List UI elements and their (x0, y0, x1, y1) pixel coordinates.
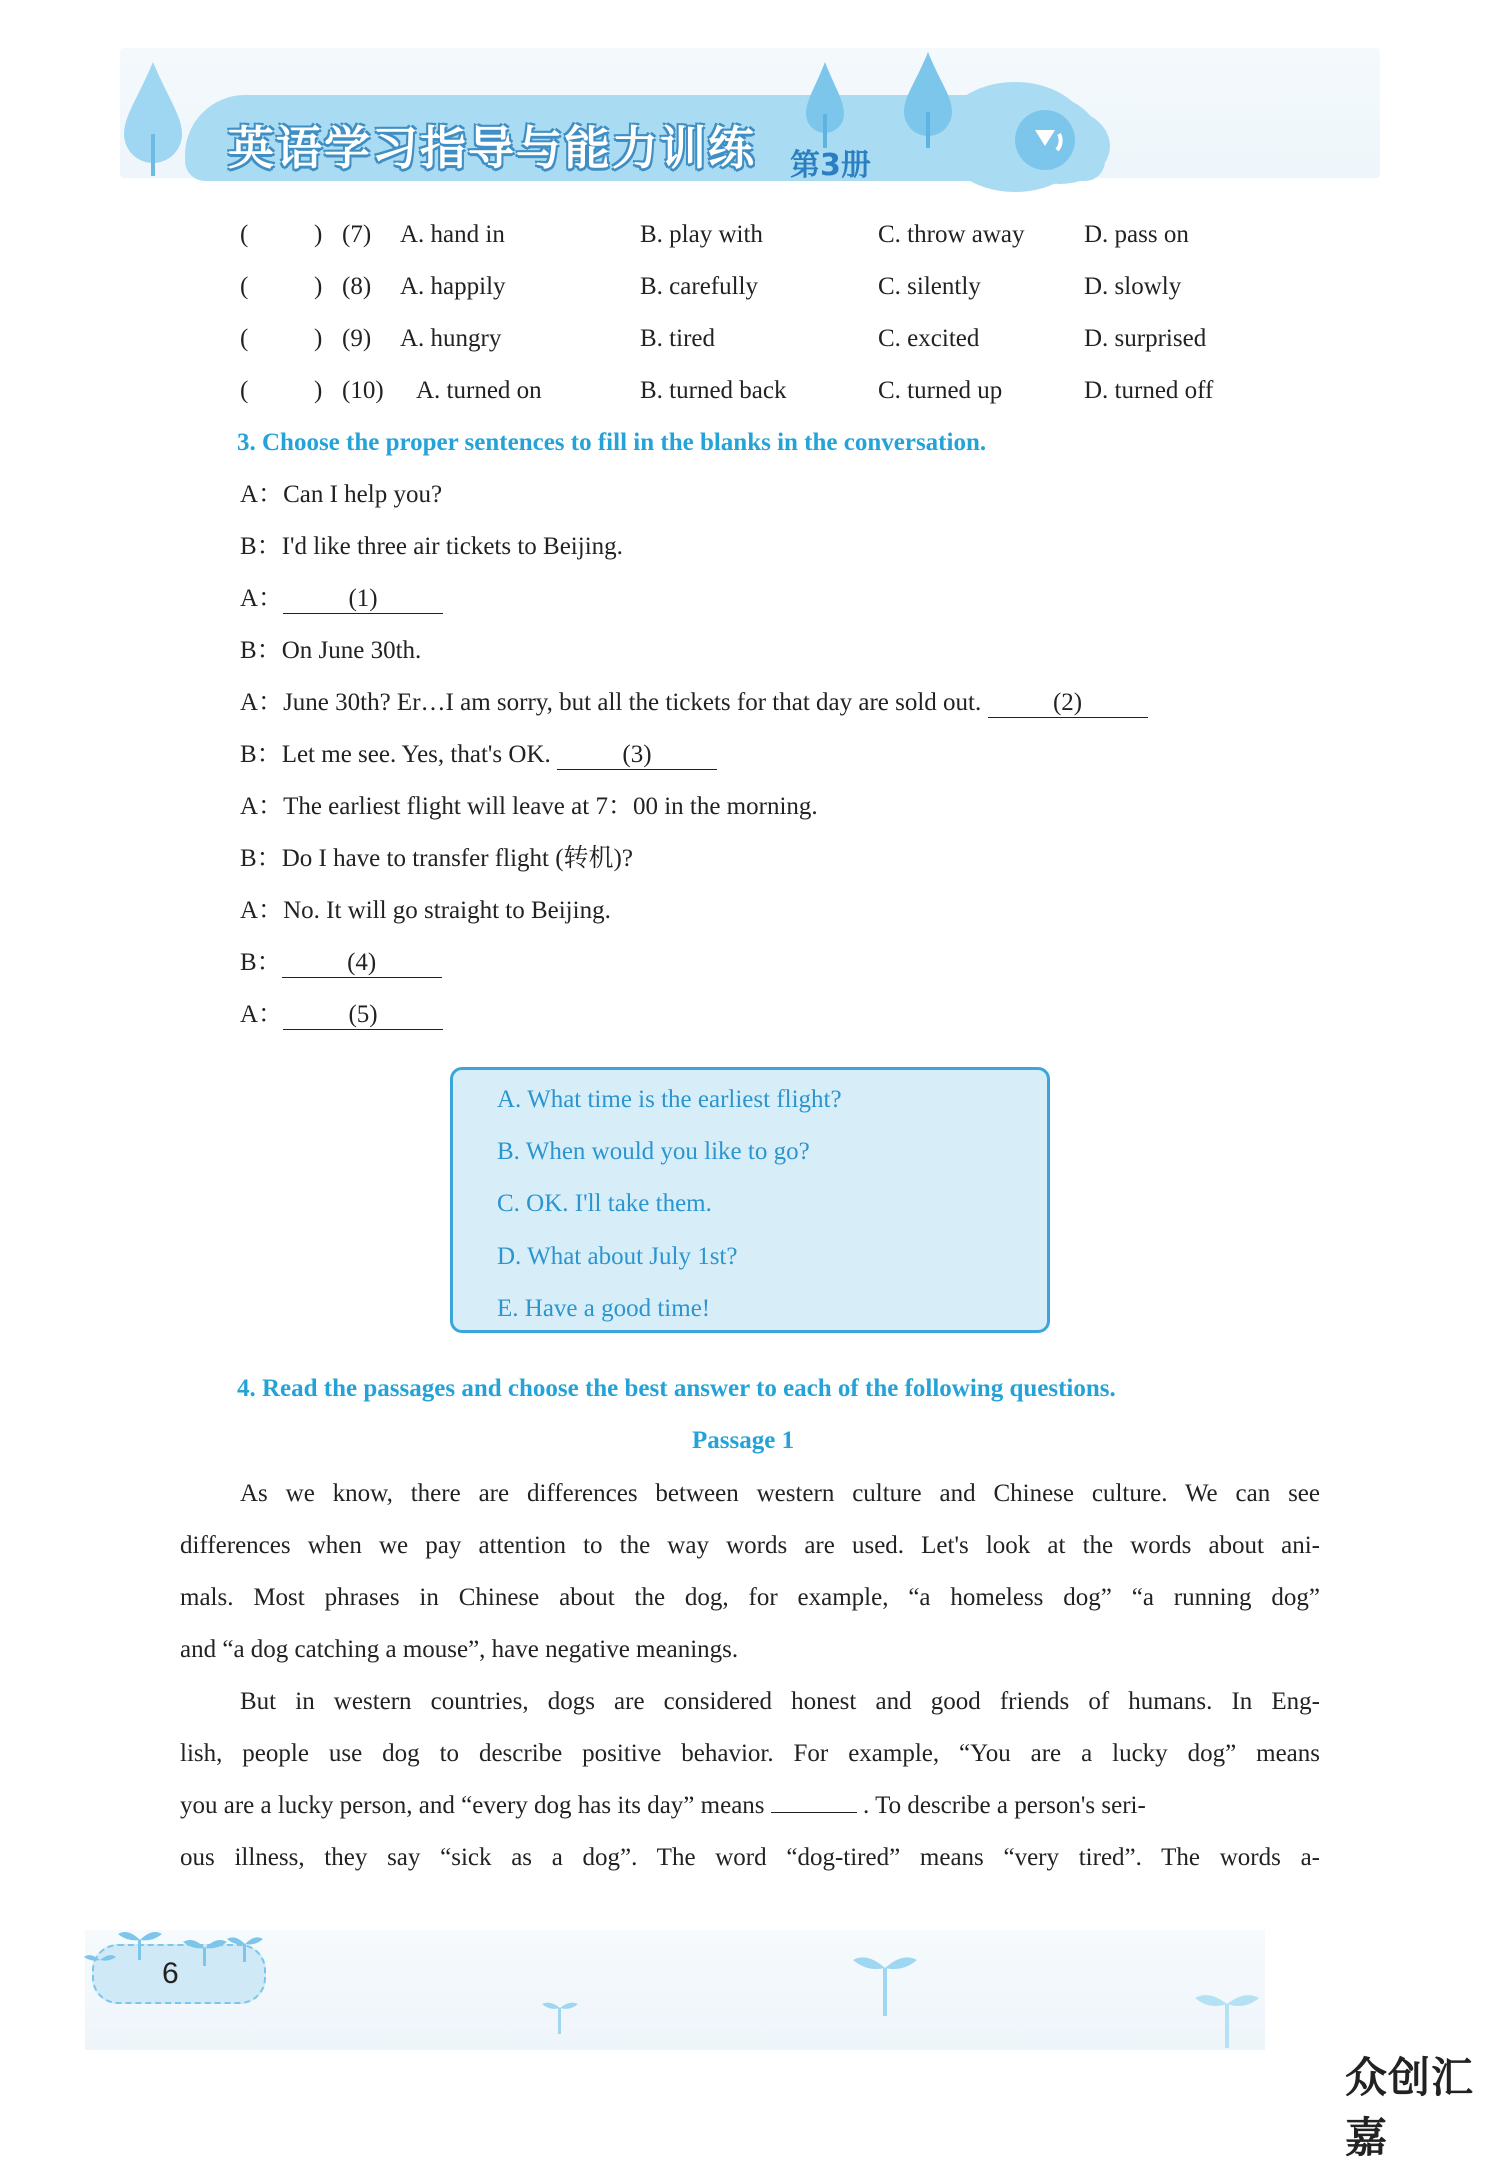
play-icon (1015, 110, 1075, 170)
section-4-heading: 4. Read the passages and choose the best answer to each of the following questions. (237, 1375, 1116, 1402)
book-title: 英语学习指导与能力训练 (228, 121, 756, 175)
water-drop-icon (800, 60, 850, 150)
sprout-icon (540, 1998, 580, 2038)
water-drop-icon (118, 58, 188, 178)
passage-line: lish, people use dog to describe positive behavior. For example, “You are a lucky dog” means (180, 1740, 1320, 1767)
page-number: 6 (162, 1957, 179, 1990)
passage-line: ous illness, they say “sick as a dog”. The word “dog-tired” means “very tired”. The words a- (180, 1844, 1320, 1871)
answer-blank[interactable]: (4) (282, 949, 442, 978)
passage-blank[interactable] (771, 1812, 857, 1813)
option-row: ( ) (8) A. happily B. carefully C. silently D. slowly (240, 273, 1182, 300)
answer-blank[interactable]: (5) (283, 1001, 443, 1030)
choice-item: C. OK. I'll take them. (497, 1190, 712, 1217)
dialogue-line: A： (5) (240, 999, 443, 1031)
choices-box (450, 1067, 1050, 1333)
dialogue-line: A： (1) (240, 583, 443, 615)
choice-item: A. What time is the earliest flight? (497, 1086, 842, 1113)
dialogue-line: B： (4) (240, 947, 442, 979)
watermark: 众创汇嘉 (1345, 2053, 1475, 2162)
passage-line: As we know, there are differences between western culture and Chinese culture. We can see (240, 1480, 1320, 1507)
passage-line: and “a dog catching a mouse”, have negative meanings. (180, 1636, 739, 1663)
option-row: ( ) (9) A. hungry B. tired C. excited D. surprised (240, 325, 1207, 352)
passage-line: mals. Most phrases in Chinese about the dog, for example, “a homeless dog” “a running dog” (180, 1584, 1320, 1611)
passage-line: you are a lucky person, and “every dog has its day” means . To describe a person's seri- (180, 1792, 1146, 1819)
answer-blank[interactable]: (1) (283, 585, 443, 614)
choice-item: D. What about July 1st? (497, 1243, 738, 1270)
dialogue-line: B：I'd like three air tickets to Beijing. (240, 533, 623, 560)
passage-line: But in western countries, dogs are considered honest and good friends of humans. In Eng- (240, 1688, 1320, 1715)
dialogue-line: B：Do I have to transfer flight (转机)? (240, 845, 633, 872)
water-drop-icon (898, 50, 958, 150)
dialogue-line: B：Let me see. Yes, that's OK. (3) (240, 739, 717, 771)
answer-blank[interactable]: (3) (557, 741, 717, 770)
sprout-icon (850, 1950, 920, 2020)
passage-title: Passage 1 (692, 1427, 795, 1454)
dialogue-line: A：The earliest flight will leave at 7：00 in the morning. (240, 793, 818, 820)
dialogue-line: A：Can I help you? (240, 481, 443, 508)
choice-item: E. Have a good time! (497, 1295, 711, 1322)
dialogue-line: B：On June 30th. (240, 637, 422, 664)
sprout-icon (1192, 1990, 1262, 2050)
answer-blank[interactable]: (2) (988, 689, 1148, 718)
dialogue-line: A：No. It will go straight to Beijing. (240, 897, 611, 924)
option-row: ( ) (7) A. hand in B. play with C. throw away D. pass on (240, 221, 1189, 248)
choice-item: B. When would you like to go? (497, 1138, 810, 1165)
dialogue-line: A：June 30th? Er…I am sorry, but all the tickets for that day are sold out. (2) (240, 687, 1148, 719)
passage-line: differences when we pay attention to the way words are used. Let's look at the words about ani- (180, 1532, 1320, 1559)
option-row: ( ) (10) A. turned on B. turned back C. turned up D. turned off (240, 377, 1214, 404)
section-3-heading: 3. Choose the proper sentences to fill in the blanks in the conversation. (237, 429, 987, 456)
volume-label: 第3册 (790, 148, 871, 183)
